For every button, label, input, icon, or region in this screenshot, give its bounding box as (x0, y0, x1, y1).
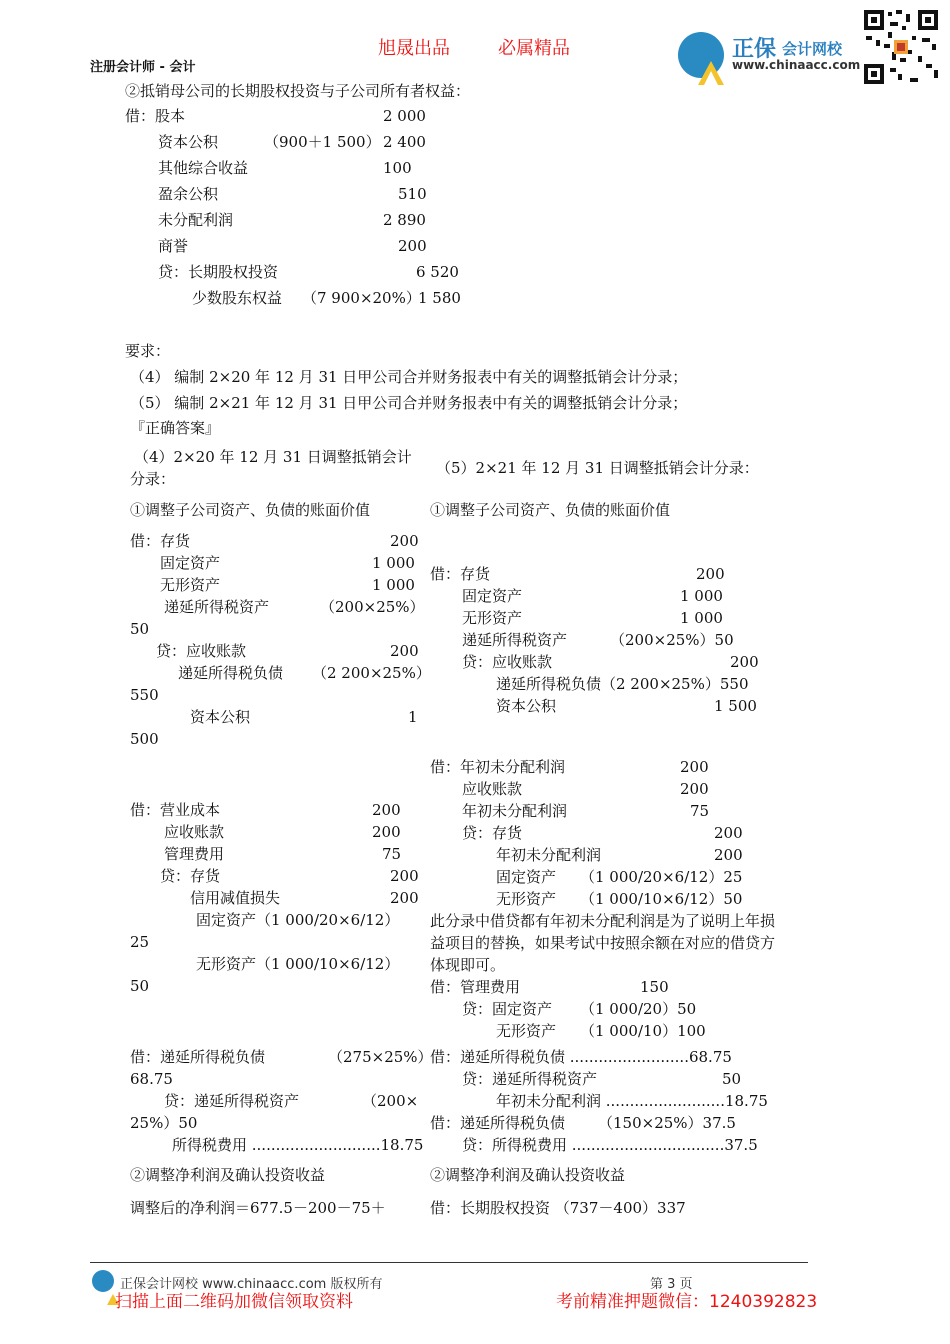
entry-label: 信用减值损失 (190, 889, 281, 907)
entry-label: 贷：存货 (462, 824, 523, 842)
entry-label: 贷：应收账款 (462, 653, 553, 671)
note-line: 此分录中借贷都有年初未分配利润是为了说明上年损 (430, 912, 776, 930)
footer-page: 第 3 页 (650, 1277, 693, 1292)
entry-value: 25%）50 (130, 1114, 198, 1132)
entry-label: 递延所得税负债（2 200×25%）550 (496, 675, 749, 693)
entry-label: 固定资产 (160, 554, 221, 572)
entry-value: 200 (390, 889, 419, 907)
entry-value: 2 000 (383, 107, 426, 125)
entry-label: 应收账款 (164, 823, 225, 841)
entry-label: 无形资产（1 000/10×6/12） (196, 955, 400, 973)
entry-label: 借：存货 (130, 532, 191, 550)
entry-value: 200 (714, 846, 743, 864)
note-line: 体现即可。 (430, 956, 506, 974)
entry-value: 500 (130, 730, 159, 748)
entry-label: 商誉 (158, 237, 189, 255)
entry-value: 1 500 (714, 697, 757, 715)
footer-promo-left: 扫描上面二维码加微信领取资料 (115, 1292, 353, 1312)
entry-calc: （2 200×25%） (312, 664, 431, 682)
entry-value: 1 580 (418, 289, 461, 307)
entry-value: 200 (680, 758, 709, 776)
entry-value: 100 (383, 159, 412, 177)
footer-promo-right: 考前精准押题微信：1240392823 (556, 1292, 818, 1312)
entry-label: 无形资产 (496, 890, 557, 908)
note-line: 益项目的替换，如果考试中按照余额在对应的借贷方 (430, 934, 776, 952)
entry-label: 管理费用 (164, 845, 225, 863)
entry-label: 贷：应收账款 (156, 642, 247, 660)
entry-label: 借：年初未分配利润 (430, 758, 566, 776)
entry-label: 借：管理费用 (430, 978, 521, 996)
entry-label: 贷：长期股权投资 (158, 263, 279, 281)
entry-label: 贷：存货 (160, 867, 221, 885)
requirement-5: （5） 编制 2×21 年 12 月 31 日甲公司合并财务报表中有关的调整抵销会计分录； (130, 394, 688, 412)
entry-value: 50 (130, 620, 150, 638)
subject-label: 注册会计师 - 会计 (90, 60, 196, 75)
entry-label: 少数股东权益 (192, 289, 283, 307)
entry-value: 1 000 (680, 609, 723, 627)
entry-calc: （7 900×20%） (302, 289, 421, 307)
answer-title: 『正确答案』 (130, 419, 221, 437)
left-subheading-2: ②调整净利润及确认投资收益 (130, 1166, 326, 1184)
entry-label: 无形资产 (160, 576, 221, 594)
logo-sub: 会计网校 (782, 40, 843, 58)
entry-value: 200 (372, 801, 401, 819)
entry-label: 固定资产（1 000/20×6/12） (196, 911, 400, 929)
right-subheading-1: ①调整子公司资产、负债的账面价值 (430, 501, 671, 519)
entry-calc: （1 000/20×6/12）25 (580, 868, 743, 886)
entry-calc: （150×25%）37.5 (598, 1114, 736, 1132)
entry-label: 递延所得税资产 (164, 598, 270, 616)
entry-value: 25 (130, 933, 150, 951)
entry-calc: （275×25%） (328, 1048, 433, 1066)
entry-label: 所得税费用 ...........................18.75 (172, 1136, 424, 1154)
entry-calc: （1 000/10×6/12）50 (580, 890, 743, 908)
entry-calc: （1 000/20）50 (580, 1000, 697, 1018)
entry-value: 1 000 (372, 576, 415, 594)
entry-label: 借：存货 (430, 565, 491, 583)
entry-label: 盈余公积 (158, 185, 219, 203)
requirement-4: （4） 编制 2×20 年 12 月 31 日甲公司合并财务报表中有关的调整抵销会计分录； (130, 368, 688, 386)
header-title-right: 必属精品 (498, 38, 570, 59)
entry-label: 贷：递延所得税资产 (164, 1092, 300, 1110)
entry-value: 510 (398, 185, 427, 203)
entry-value: 2 400 (383, 133, 426, 151)
right-tail: 借：长期股权投资 （737－400）337 (430, 1199, 686, 1217)
entry-value: 75 (382, 845, 402, 863)
entry-value: 200 (398, 237, 427, 255)
entry-label: 固定资产 (496, 868, 557, 886)
entry-label: 应收账款 (462, 780, 523, 798)
entry-value: 200 (390, 642, 419, 660)
top-heading: ②抵销母公司的长期股权投资与子公司所有者权益： (125, 82, 471, 100)
entry-label: 固定资产 (462, 587, 523, 605)
entry-calc: （200× (362, 1092, 419, 1110)
entry-value: 1 000 (680, 587, 723, 605)
left-subheading-1: ①调整子公司资产、负债的账面价值 (130, 501, 371, 519)
entry-value: 50 (130, 977, 150, 995)
footer-copyright: 正保会计网校 www.chinaacc.com 版权所有 (120, 1277, 383, 1292)
left-heading-2: 分录： (130, 470, 176, 488)
entry-calc: （200×25%） (320, 598, 425, 616)
footer-divider (90, 1262, 808, 1263)
entry-value: 200 (390, 532, 419, 550)
logo-url: www.chinaacc.com (732, 58, 861, 72)
entry-calc: （200×25%）50 (610, 631, 734, 649)
entry-label: 无形资产 (462, 609, 523, 627)
entry-label: 借：递延所得税负债 (430, 1114, 566, 1132)
entry-value: 1 000 (372, 554, 415, 572)
qr-code-icon (862, 8, 940, 86)
entry-calc: （900＋1 500） (264, 133, 381, 151)
right-subheading-2: ②调整净利润及确认投资收益 (430, 1166, 626, 1184)
entry-label: 借：股本 (125, 107, 186, 125)
entry-value: 6 520 (416, 263, 459, 281)
entry-label: 贷：所得税费用 ................................37.5 (462, 1136, 758, 1154)
entry-calc: （1 000/10）100 (580, 1022, 706, 1040)
entry-label: 借：递延所得税负债 (130, 1048, 266, 1066)
entry-label: 资本公积 (190, 708, 251, 726)
entry-value: 200 (730, 653, 759, 671)
entry-label: 年初未分配利润 (496, 846, 602, 864)
logo-name: 正保 (732, 37, 777, 62)
entry-value: 200 (390, 867, 419, 885)
entry-value: 200 (714, 824, 743, 842)
entry-value: 1 (408, 708, 418, 726)
footer-logo-icon (92, 1270, 114, 1292)
entry-label: 无形资产 (496, 1022, 557, 1040)
entry-label: 年初未分配利润 .........................18.75 (496, 1092, 768, 1110)
entry-value: 550 (130, 686, 159, 704)
entry-value: 150 (640, 978, 669, 996)
left-heading: （4）2×20 年 12 月 31 日调整抵销会计 (134, 448, 412, 466)
entry-label: 递延所得税资产 (462, 631, 568, 649)
entry-value: 75 (690, 802, 710, 820)
logo-icon (678, 32, 724, 78)
right-heading: （5）2×21 年 12 月 31 日调整抵销会计分录： (436, 459, 759, 477)
entry-value: 200 (680, 780, 709, 798)
entry-value: 2 890 (383, 211, 426, 229)
entry-value: 200 (696, 565, 725, 583)
entry-value: 68.75 (130, 1070, 173, 1088)
entry-label: 贷：固定资产 (462, 1000, 553, 1018)
entry-label: 资本公积 (158, 133, 219, 151)
entry-label: 年初未分配利润 (462, 802, 568, 820)
left-tail: 调整后的净利润＝677.5－200－75＋ (130, 1199, 386, 1217)
entry-label: 资本公积 (496, 697, 557, 715)
entry-label: 未分配利润 (158, 211, 234, 229)
entry-label: 借：递延所得税负债 .........................68.75 (430, 1048, 732, 1066)
entry-value: 50 (722, 1070, 742, 1088)
requirements-title: 要求： (125, 342, 171, 360)
entry-label: 贷：递延所得税资产 (462, 1070, 598, 1088)
entry-label: 递延所得税负债 (178, 664, 284, 682)
entry-label: 其他综合收益 (158, 159, 249, 177)
header-title-left: 旭晟出品 (378, 38, 450, 59)
entry-label: 借：营业成本 (130, 801, 221, 819)
entry-value: 200 (372, 823, 401, 841)
